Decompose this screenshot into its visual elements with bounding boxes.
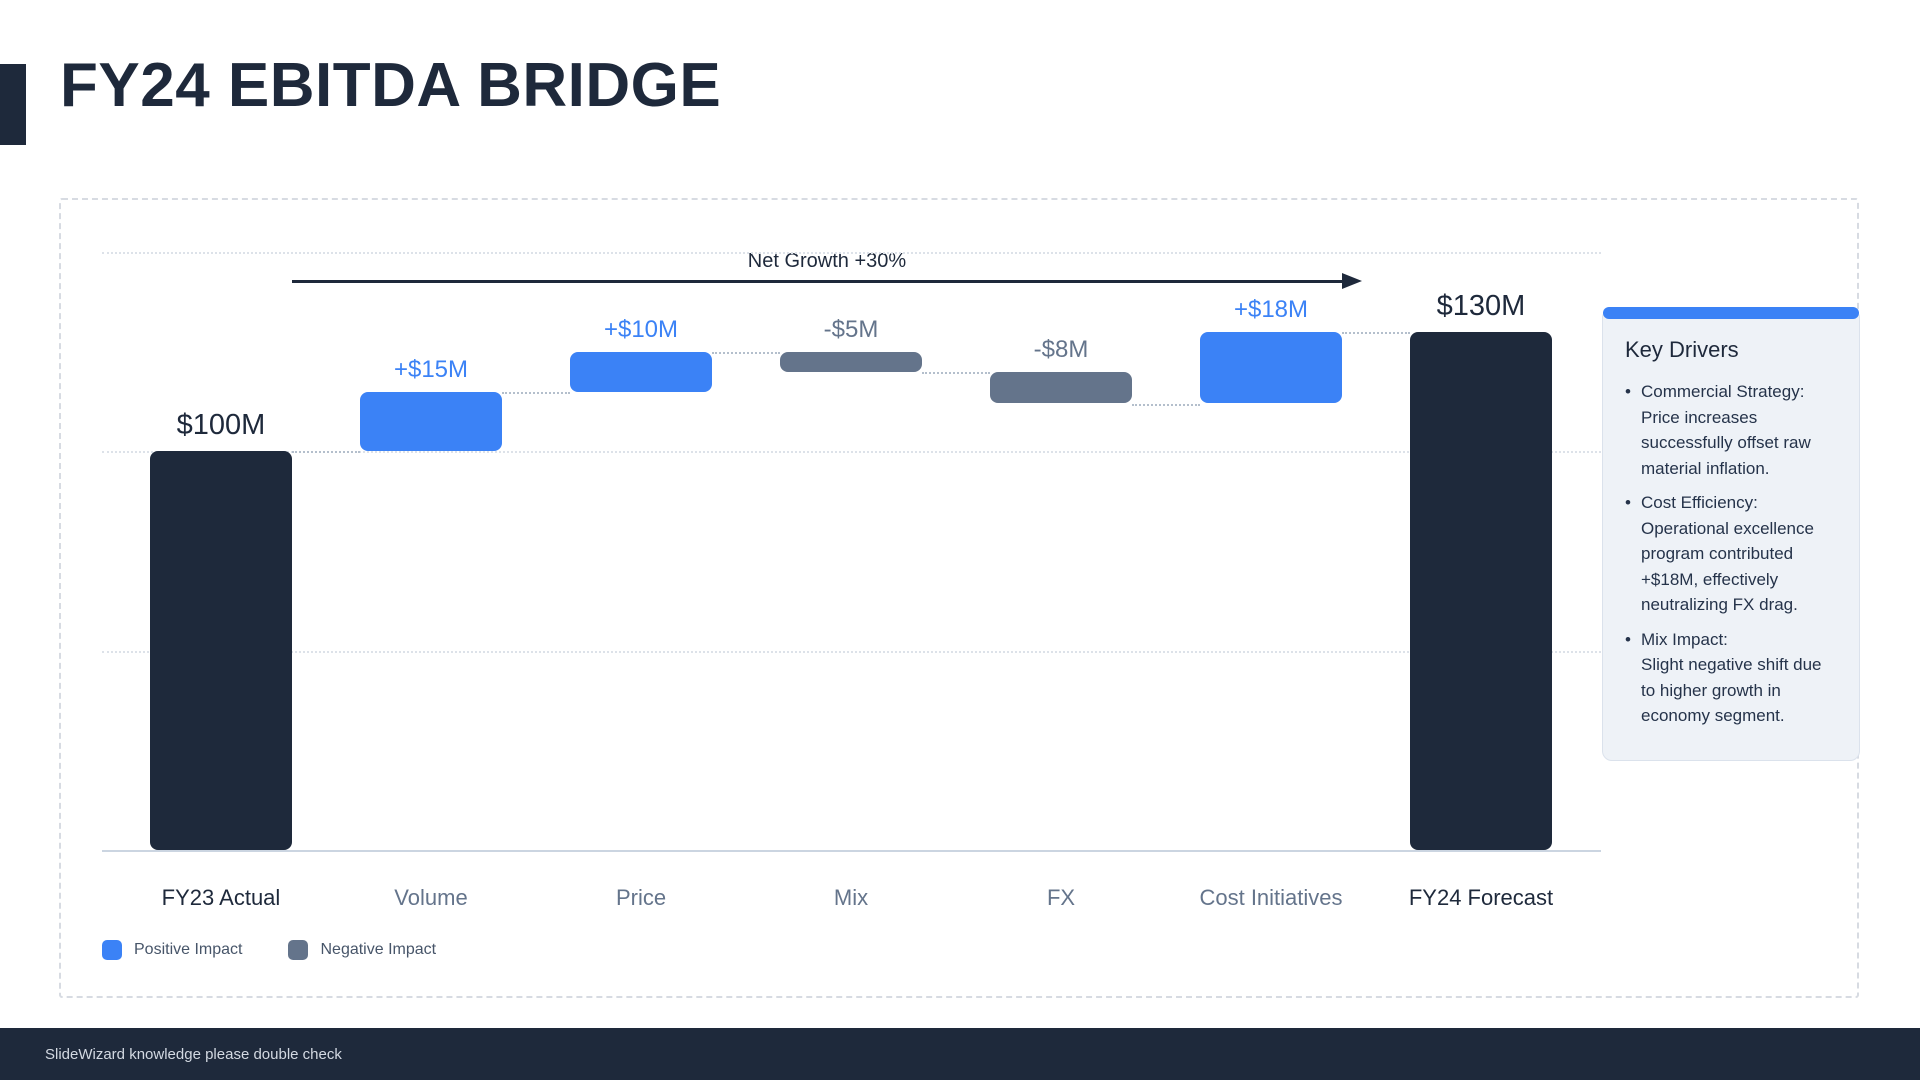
page-title: FY24 EBITDA BRIDGE xyxy=(60,51,722,120)
bar-fx xyxy=(990,372,1132,404)
bar-cost-initiatives xyxy=(1200,332,1342,404)
key-driver-item xyxy=(1625,627,1839,729)
value-label-fy23-actual: $100M xyxy=(176,409,266,442)
gridline-50m xyxy=(102,651,1601,653)
category-label-volume: Volume xyxy=(394,885,468,910)
key-driver-body: Price increases successfully offset raw material inflation. xyxy=(1641,407,1811,478)
key-driver-title: • Commercial Strategy: xyxy=(1641,382,1805,401)
category-label-mix: Mix xyxy=(833,885,869,910)
legend-swatch-negative-impact xyxy=(288,940,308,960)
key-drivers-panel xyxy=(1602,308,1860,761)
key-driver-body: Slight negative shift due to higher growth in economy segment. xyxy=(1641,655,1822,725)
connector-line xyxy=(502,392,570,394)
footer-bar xyxy=(0,1028,1920,1080)
bar-price xyxy=(570,352,712,392)
chart-legend xyxy=(102,940,436,960)
connector-line xyxy=(292,451,360,453)
legend-swatch-positive-impact xyxy=(102,940,122,960)
key-driver-title: • Cost Efficiency: xyxy=(1641,493,1758,512)
bar-fy23-actual xyxy=(150,451,292,850)
value-label-fx: -$8M xyxy=(1033,335,1089,363)
legend-label: Negative Impact xyxy=(320,941,437,958)
waterfall-plot xyxy=(61,200,1857,996)
legend-item-negative-impact xyxy=(288,940,436,960)
value-label-fy24-forecast: $130M xyxy=(1436,289,1526,322)
connector-line xyxy=(1342,332,1410,334)
category-label-fy24-forecast: FY24 Forecast xyxy=(1408,885,1554,910)
category-label-fx: FX xyxy=(1046,885,1076,910)
ebitda-bridge-chart xyxy=(59,198,1859,998)
key-drivers-list xyxy=(1625,379,1839,729)
value-label-mix: -$5M xyxy=(823,315,879,343)
bar-volume xyxy=(360,392,502,452)
net-growth-label: Net Growth +30% xyxy=(747,250,907,272)
key-driver-title: • Mix Impact: xyxy=(1641,629,1728,649)
key-drivers-heading: Key Drivers xyxy=(1625,337,1739,362)
title-accent-bar xyxy=(0,64,26,145)
gridline-150m xyxy=(102,252,1601,254)
legend-item-positive-impact xyxy=(102,940,242,960)
category-label-fy23-actual: FY23 Actual xyxy=(161,885,281,910)
connector-line xyxy=(712,352,780,354)
footer-note: SlideWizard knowledge please double check xyxy=(45,1045,342,1063)
value-label-volume: +$15M xyxy=(393,355,469,383)
legend-label: Positive Impact xyxy=(134,941,243,958)
key-driver-item xyxy=(1625,490,1839,618)
value-label-price: +$10M xyxy=(603,315,679,343)
bar-mix xyxy=(780,352,922,372)
bar-fy24-forecast xyxy=(1410,332,1552,850)
key-driver-body: Operational excellence program contributed +$18M, effectively neutralizing FX drag. xyxy=(1641,518,1814,614)
key-drivers-accent-bar xyxy=(1603,307,1859,319)
connector-line xyxy=(1132,404,1200,406)
category-label-cost-initiatives: Cost Initiatives xyxy=(1199,885,1343,910)
key-driver-item xyxy=(1625,379,1839,481)
value-label-cost-initiatives: +$18M xyxy=(1233,295,1309,323)
category-label-price: Price xyxy=(615,885,667,910)
x-axis-line xyxy=(102,850,1601,852)
connector-line xyxy=(922,372,990,374)
